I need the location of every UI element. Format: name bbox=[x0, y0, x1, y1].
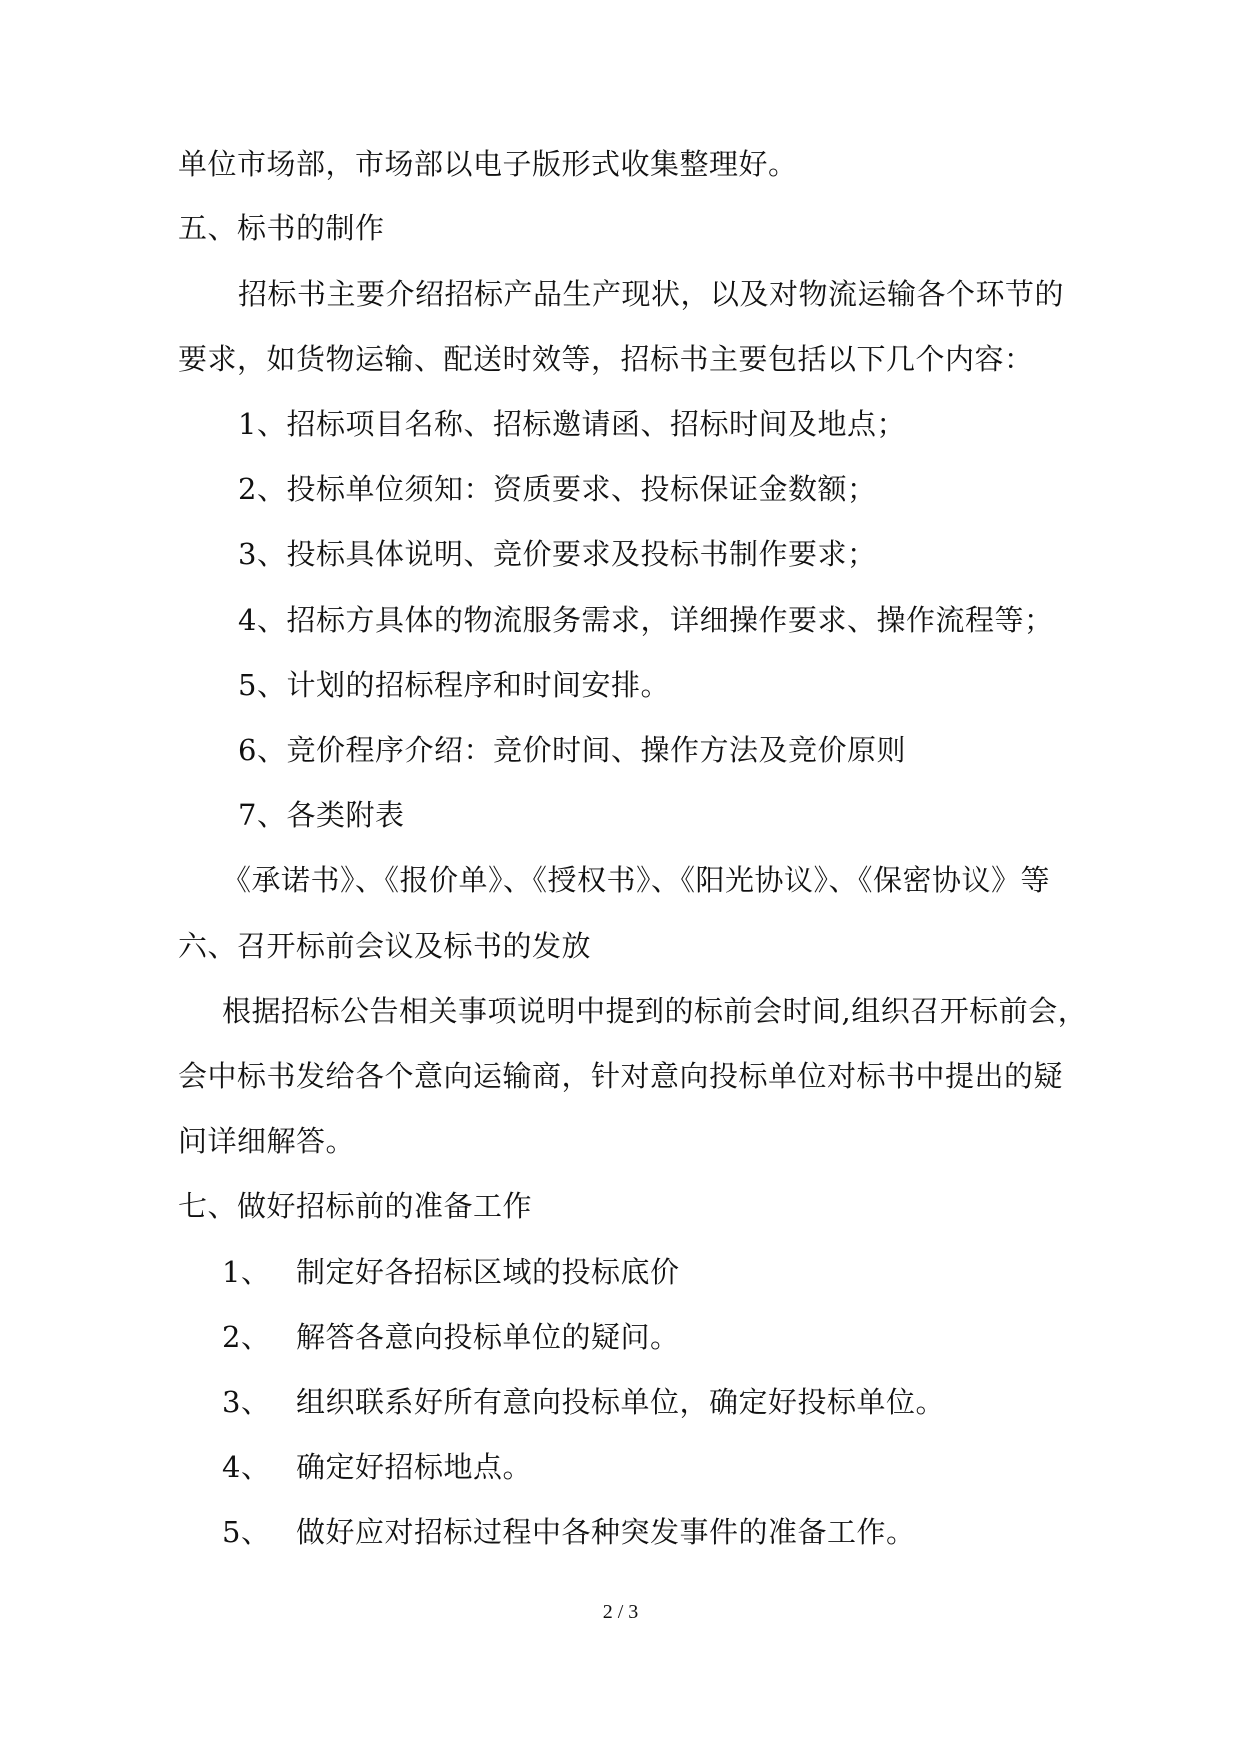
section-heading-5: 五、标书的制作 bbox=[178, 211, 385, 245]
paragraph-line: 招标书主要介绍招标产品生产现状，以及对物流运输各个环节的 bbox=[238, 277, 1065, 311]
paragraph-line: 根据招标公告相关事项说明中提到的标前会时间,组织召开标前会， bbox=[222, 994, 1088, 1028]
paragraph-line: 会中标书发给各个意向运输商，针对意向投标单位对标书中提出的疑 bbox=[178, 1059, 1064, 1093]
prep-item-text: 做好应对招标过程中各种突发事件的准备工作。 bbox=[296, 1515, 916, 1549]
list-item: 6、竞价程序介绍：竞价时间、操作方法及竞价原则 bbox=[238, 733, 906, 767]
section-heading-7: 七、做好招标前的准备工作 bbox=[178, 1189, 533, 1223]
prep-list-item bbox=[222, 1512, 916, 1552]
prep-item-number: 4、 bbox=[222, 1450, 271, 1484]
prep-list-item bbox=[222, 1317, 680, 1357]
list-item: 4、招标方具体的物流服务需求，详细操作要求、操作流程等； bbox=[238, 603, 1054, 637]
prep-item-text: 组织联系好所有意向投标单位，确定好投标单位。 bbox=[296, 1385, 946, 1419]
list-item: 1、招标项目名称、招标邀请函、招标时间及地点； bbox=[238, 407, 906, 441]
list-item: 3、投标具体说明、竞价要求及投标书制作要求； bbox=[238, 537, 877, 571]
prep-item-number: 5、 bbox=[222, 1515, 271, 1549]
prep-item-number: 1、 bbox=[222, 1255, 271, 1289]
prep-item-text: 确定好招标地点。 bbox=[296, 1450, 533, 1484]
list-item: 7、各类附表 bbox=[238, 798, 405, 832]
section-heading-6: 六、召开标前会议及标书的发放 bbox=[178, 929, 592, 963]
prep-item-text: 解答各意向投标单位的疑问。 bbox=[296, 1320, 680, 1354]
list-item: 5、计划的招标程序和时间安排。 bbox=[238, 668, 670, 702]
paragraph-line: 问详细解答。 bbox=[178, 1124, 356, 1158]
prep-list-item bbox=[222, 1252, 680, 1292]
prep-item-number: 2、 bbox=[222, 1320, 271, 1354]
paragraph-line: 要求，如货物运输、配送时效等，招标书主要包括以下几个内容： bbox=[178, 342, 1034, 376]
attachments-line: 《承诺书》、《报价单》、《授权书》、《阳光协议》、《保密协议》等 bbox=[222, 863, 1051, 897]
paragraph-continuation: 单位市场部，市场部以电子版形式收集整理好。 bbox=[178, 147, 798, 181]
prep-item-number: 3、 bbox=[222, 1385, 271, 1419]
prep-list-item bbox=[222, 1447, 532, 1487]
list-item: 2、投标单位须知：资质要求、投标保证金数额； bbox=[238, 472, 877, 506]
prep-list-item bbox=[222, 1382, 945, 1422]
prep-item-text: 制定好各招标区域的投标底价 bbox=[296, 1255, 680, 1289]
page-number: 2 / 3 bbox=[602, 1601, 639, 1623]
